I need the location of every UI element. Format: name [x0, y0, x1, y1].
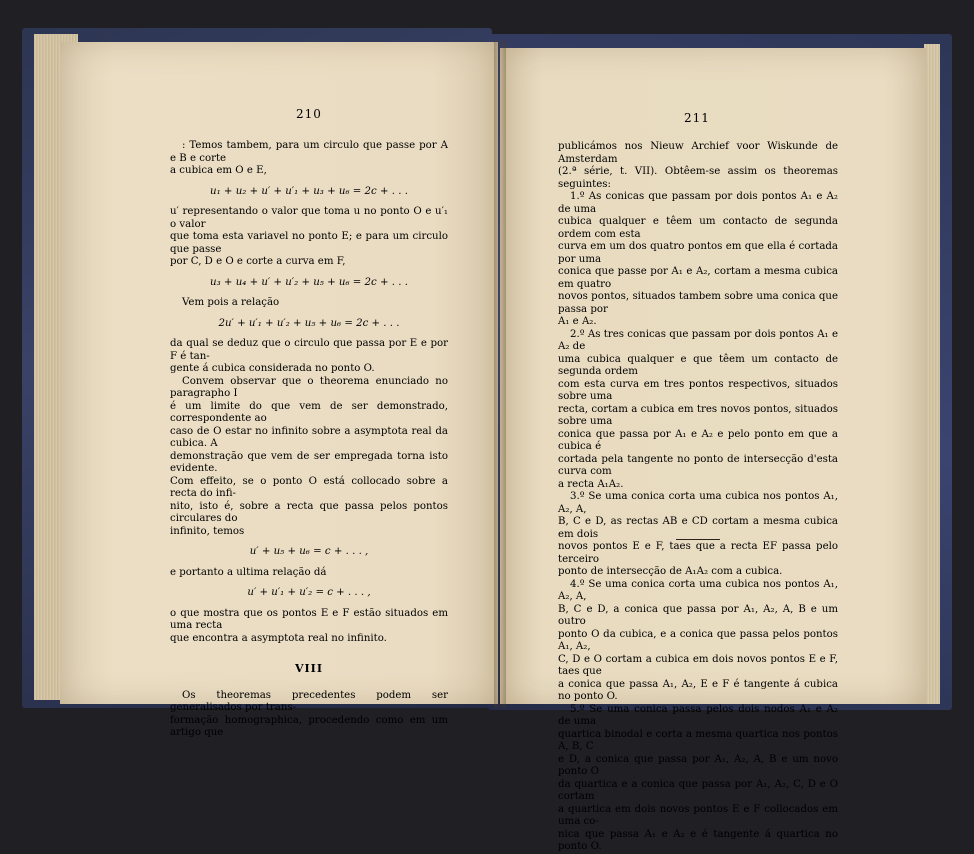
text-line: Os theoremas precedentes podem ser generalisados por trans- — [170, 689, 448, 713]
text-line: que encontra a asymptota real no infinito. — [170, 632, 387, 644]
text-line: A₁ e A₂. — [558, 316, 597, 327]
text-line: B, C e D, as rectas AB e CD cortam a mesma cubica em dois — [558, 516, 838, 540]
text-line: da qual se deduz que o circulo que passa por E e por F é tan- — [170, 338, 448, 362]
text-line: 1.º As conicas que passam por dois pontos A₁ e A₂ de uma — [558, 191, 838, 215]
text-line: conica que passe por A₁ e A₂, cortam a mesma cubica em quatro — [558, 266, 838, 290]
text-line: nito, isto é, sobre a recta que passa pelos pontos circulares do — [170, 500, 448, 524]
text-line: B, C e D, a conica que passa por A₁, A₂, A, B e um outro — [558, 603, 838, 627]
text-line: nica que passa A₁ e A₂ e é tangente á quartica no ponto O. — [558, 828, 838, 852]
text-line: a conica que passa A₁, A₂, E e F é tangente á cubica no ponto O. — [558, 678, 838, 702]
right-page-text — [558, 141, 838, 854]
text-line: gente á cubica considerada no ponto O. — [170, 363, 375, 374]
text-line: publicámos nos Nieuw Archief voor Wiskunde de Amsterdam — [558, 141, 838, 165]
text-line: conica que passa por A₁ e A₂ e pelo ponto em que a cubica é — [558, 428, 838, 452]
text-line: 3.º Se uma conica corta uma cubica nos pontos A₁, A₂, A, — [558, 491, 838, 515]
text-line: (2.ª série, t. VII). Obtêem-se assim os theoremas seguintes: — [558, 166, 838, 190]
text-line: C, D e O cortam a cubica em dois novos pontos E e F, taes que — [558, 653, 838, 677]
text-line: quartica binodal e corta a mesma quartica nos pontos A, B, C — [558, 728, 838, 752]
text-line: a quartica em dois novos pontos E e F collocados em uma co- — [558, 803, 838, 827]
text-line: 2.º As tres conicas que passam por dois pontos A₁ e A₂ de — [558, 328, 838, 352]
text-line: é um limite do que vem de ser demonstrado, correspondente ao — [170, 400, 448, 424]
text-line: ponto de intersecção de A₁A₂ com a cubica. — [558, 566, 783, 577]
text-line: 5.º Se uma conica passa pelos dois nodos A₁ e A₂ de uma — [558, 703, 838, 727]
text-line: da quartica e a conica que passa por A₁, A₂, C, D e O cortam — [558, 778, 838, 802]
left-page-text — [170, 140, 448, 740]
text-line: novos pontos E e F, taes que a recta EF passa pelo terceiro — [558, 541, 838, 565]
text-line: Vem pois a relação — [182, 297, 280, 308]
text-line: e D, a conica que passa por A₁, A₂, A, B e um novo ponto O — [558, 753, 838, 777]
text-line: curva em um dos quatro pontos em que ella é cortada por uma — [558, 241, 838, 265]
text-line: cubica qualquer e têem um contacto de segunda ordem com esta — [558, 216, 838, 240]
text-line: com esta curva em tres pontos respectivos, situados sobre uma — [558, 378, 838, 402]
equation: u′ + u₅ + u₆ = c + . . . , — [249, 546, 369, 557]
text-line: novos pontos, situados tambem sobre uma conica que passa por — [558, 291, 838, 315]
text-line: a recta A₁A₂. — [558, 478, 624, 490]
text-line: a cubica em O e E, — [170, 165, 267, 176]
right-page-edges — [924, 44, 940, 704]
text-line: recta, cortam a cubica em tres novos pontos, situados sobre uma — [558, 403, 838, 427]
text-line: Com effeito, se o ponto O está collocado sobre a recta do infi- — [170, 475, 448, 499]
closing-rule — [676, 539, 720, 540]
text-line: : Temos tambem, para um circulo que passe por A e B e corte — [170, 140, 448, 164]
text-line: Convem observar que o theorema enunciado no paragrapho I — [170, 375, 448, 399]
text-line: cortada pela tangente no ponto de intersecção d'esta curva com — [558, 453, 838, 477]
equation: u₁ + u₂ + u′ + u′₁ + u₃ + u₆ = 2c + . . . — [210, 185, 408, 197]
text-line: ponto O da cubica, e a conica que passa pelos pontos A₁, A₂, — [558, 628, 838, 652]
text-line: por C, D e O e corte a curva em F, — [170, 256, 346, 267]
text-line: formação homographica, procedendo como em um artigo que — [170, 714, 448, 738]
right-page-number: 211 — [684, 111, 710, 125]
equation: u′ + u′₁ + u′₂ = c + . . . , — [247, 587, 371, 598]
text-line: caso de O estar no infinito sobre a asymptota real da cubica. A — [170, 425, 448, 449]
text-line: u′ representando o valor que toma u no ponto O e u′₁ o valor — [170, 206, 448, 230]
text-line: uma cubica qualquer e que têem um contacto de segunda ordem — [558, 353, 838, 377]
text-line: e portanto a ultima relação dá — [170, 566, 327, 578]
left-page-number: 210 — [296, 107, 322, 121]
gutter-shadow — [494, 40, 506, 708]
text-line: 4.º Se uma conica corta uma cubica nos pontos A₁, A₂, A, — [558, 578, 838, 602]
text-line: o que mostra que os pontos E e F estão situados em uma recta — [170, 607, 448, 631]
equation: u₃ + u₄ + u′ + u′₂ + u₅ + u₆ = 2c + . . . — [210, 276, 408, 288]
text-line: infinito, temos — [170, 525, 245, 537]
equation: 2u′ + u′₁ + u′₂ + u₅ + u₆ = 2c + . . . — [218, 317, 400, 329]
text-line: demonstração que vem de ser empregada torna isto evidente. — [170, 450, 448, 474]
section-heading: VIII — [295, 662, 323, 675]
text-line: que toma esta variavel no ponto E; e para um circulo que passe — [170, 231, 448, 255]
